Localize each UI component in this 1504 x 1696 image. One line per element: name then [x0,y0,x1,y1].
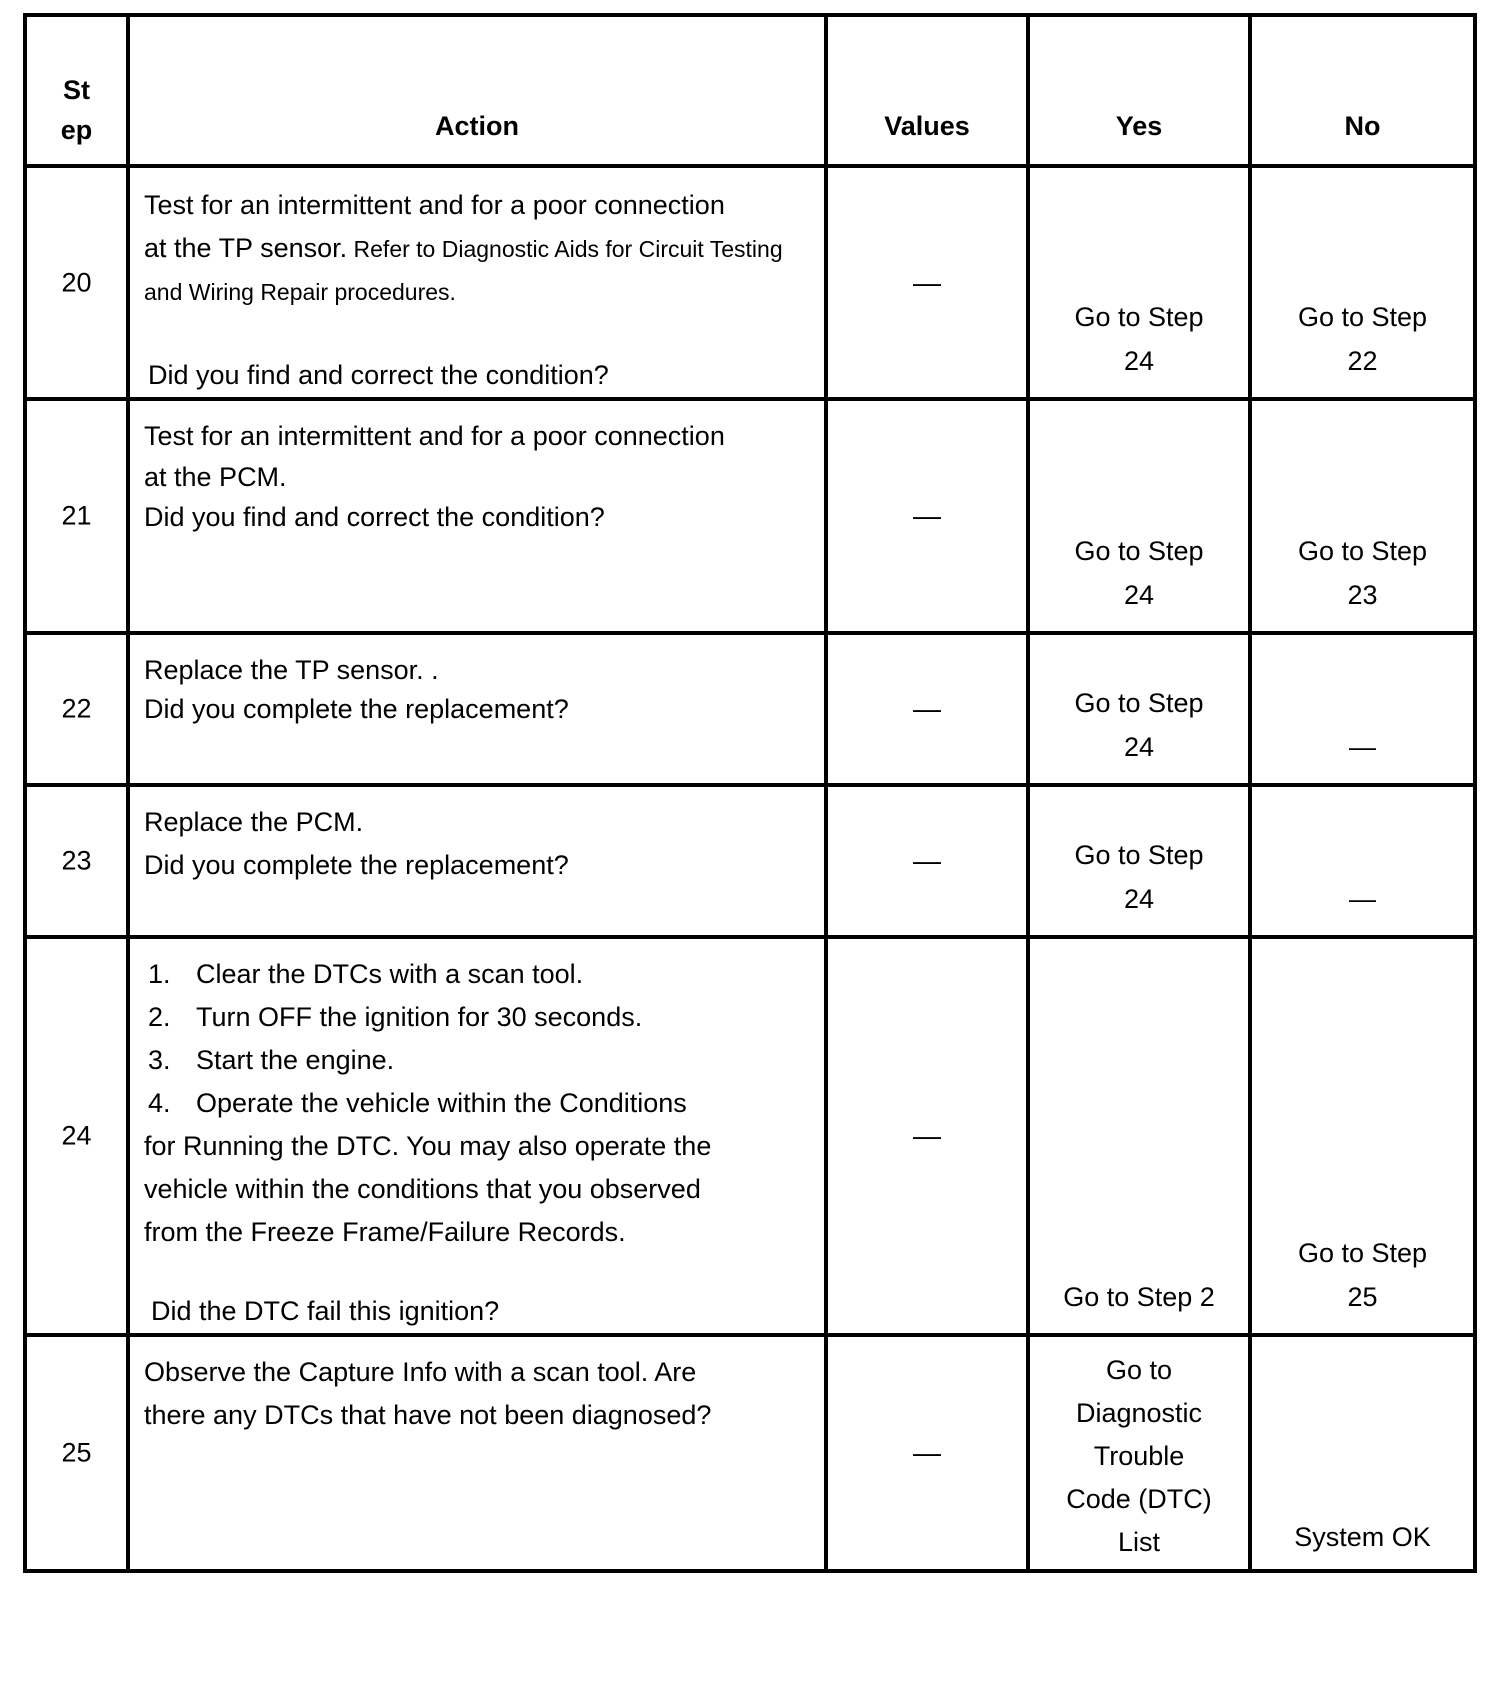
action-line: Observe the Capture Info with a scan tool. Are [144,1357,697,1387]
step-cell: 21 [25,399,128,633]
step-cell: 25 [25,1335,128,1571]
values-cell: — [826,1335,1028,1571]
yes-cell: Go to Step 24 [1028,166,1250,399]
values-cell: — [826,399,1028,633]
steps-list [144,953,824,1125]
step-cell: 24 [25,937,128,1335]
no-cell: — [1250,633,1475,785]
action-cell [128,785,826,937]
action-line: Did you complete the replacement? [144,694,569,724]
list-item: 1. Clear the DTCs with a scan tool. [148,959,584,989]
no-cell: Go to Step 23 [1250,399,1475,633]
values-cell: — [826,166,1028,399]
list-item: 2. Turn OFF the ignition for 30 seconds. [148,1002,643,1032]
action-cell [128,399,826,633]
no-cell: Go to Step 22 [1250,166,1475,399]
diagnostic-table [23,13,1477,1573]
values-cell: — [826,633,1028,785]
yes-cell: Go to Step 24 [1028,633,1250,785]
table-row [25,166,1475,399]
yes-cell: Go to Step 24 [1028,785,1250,937]
action-cell [128,633,826,785]
action-line: and Wiring Repair procedures. [144,279,456,305]
table-row [25,633,1475,785]
table-row [25,399,1475,633]
header-yes: Yes [1028,15,1250,166]
action-line: Test for an intermittent and for a poor connection [144,421,725,451]
table-row [25,1335,1475,1571]
action-question: Did you find and correct the condition? [148,360,609,390]
action-line: Did you complete the replacement? [144,850,569,880]
action-line: at the TP sensor. Refer to Diagnostic Aids for Circuit Testing [144,233,783,263]
table-row [25,937,1475,1335]
header-no: No [1250,15,1475,166]
action-line: for Running the DTC. You may also operate the [144,1131,712,1161]
header-row [25,15,1475,166]
table-row [25,785,1475,937]
action-line: Did you find and correct the condition? [144,502,605,532]
values-cell: — [826,785,1028,937]
list-item: 4. Operate the vehicle within the Conditions [148,1088,687,1118]
action-cell [128,937,826,1335]
no-cell: Go to Step 25 [1250,937,1475,1335]
step-cell: 22 [25,633,128,785]
header-action: Action [128,15,826,166]
action-line: vehicle within the conditions that you observed [144,1174,701,1204]
values-cell: — [826,937,1028,1335]
yes-cell: Go to Diagnostic Trouble Code (DTC) List [1028,1335,1250,1571]
no-cell: — [1250,785,1475,937]
step-cell: 20 [25,166,128,399]
action-line: from the Freeze Frame/Failure Records. [144,1217,626,1247]
yes-cell: Go to Step 2 [1028,937,1250,1335]
action-cell [128,166,826,399]
action-line: Test for an intermittent and for a poor connection [144,190,725,220]
no-cell: System OK [1250,1335,1475,1571]
header-values: Values [826,15,1028,166]
action-line: Replace the PCM. [144,807,364,837]
action-cell [128,1335,826,1571]
yes-cell: Go to Step 24 [1028,399,1250,633]
action-line: Replace the TP sensor. . [144,655,439,685]
list-item: 3. Start the engine. [148,1045,395,1075]
step-cell: 23 [25,785,128,937]
action-question: Did the DTC fail this ignition? [151,1296,500,1326]
action-line: at the PCM. [144,462,287,492]
action-line: there any DTCs that have not been diagnosed? [144,1400,712,1430]
header-step: St ep [25,15,128,166]
